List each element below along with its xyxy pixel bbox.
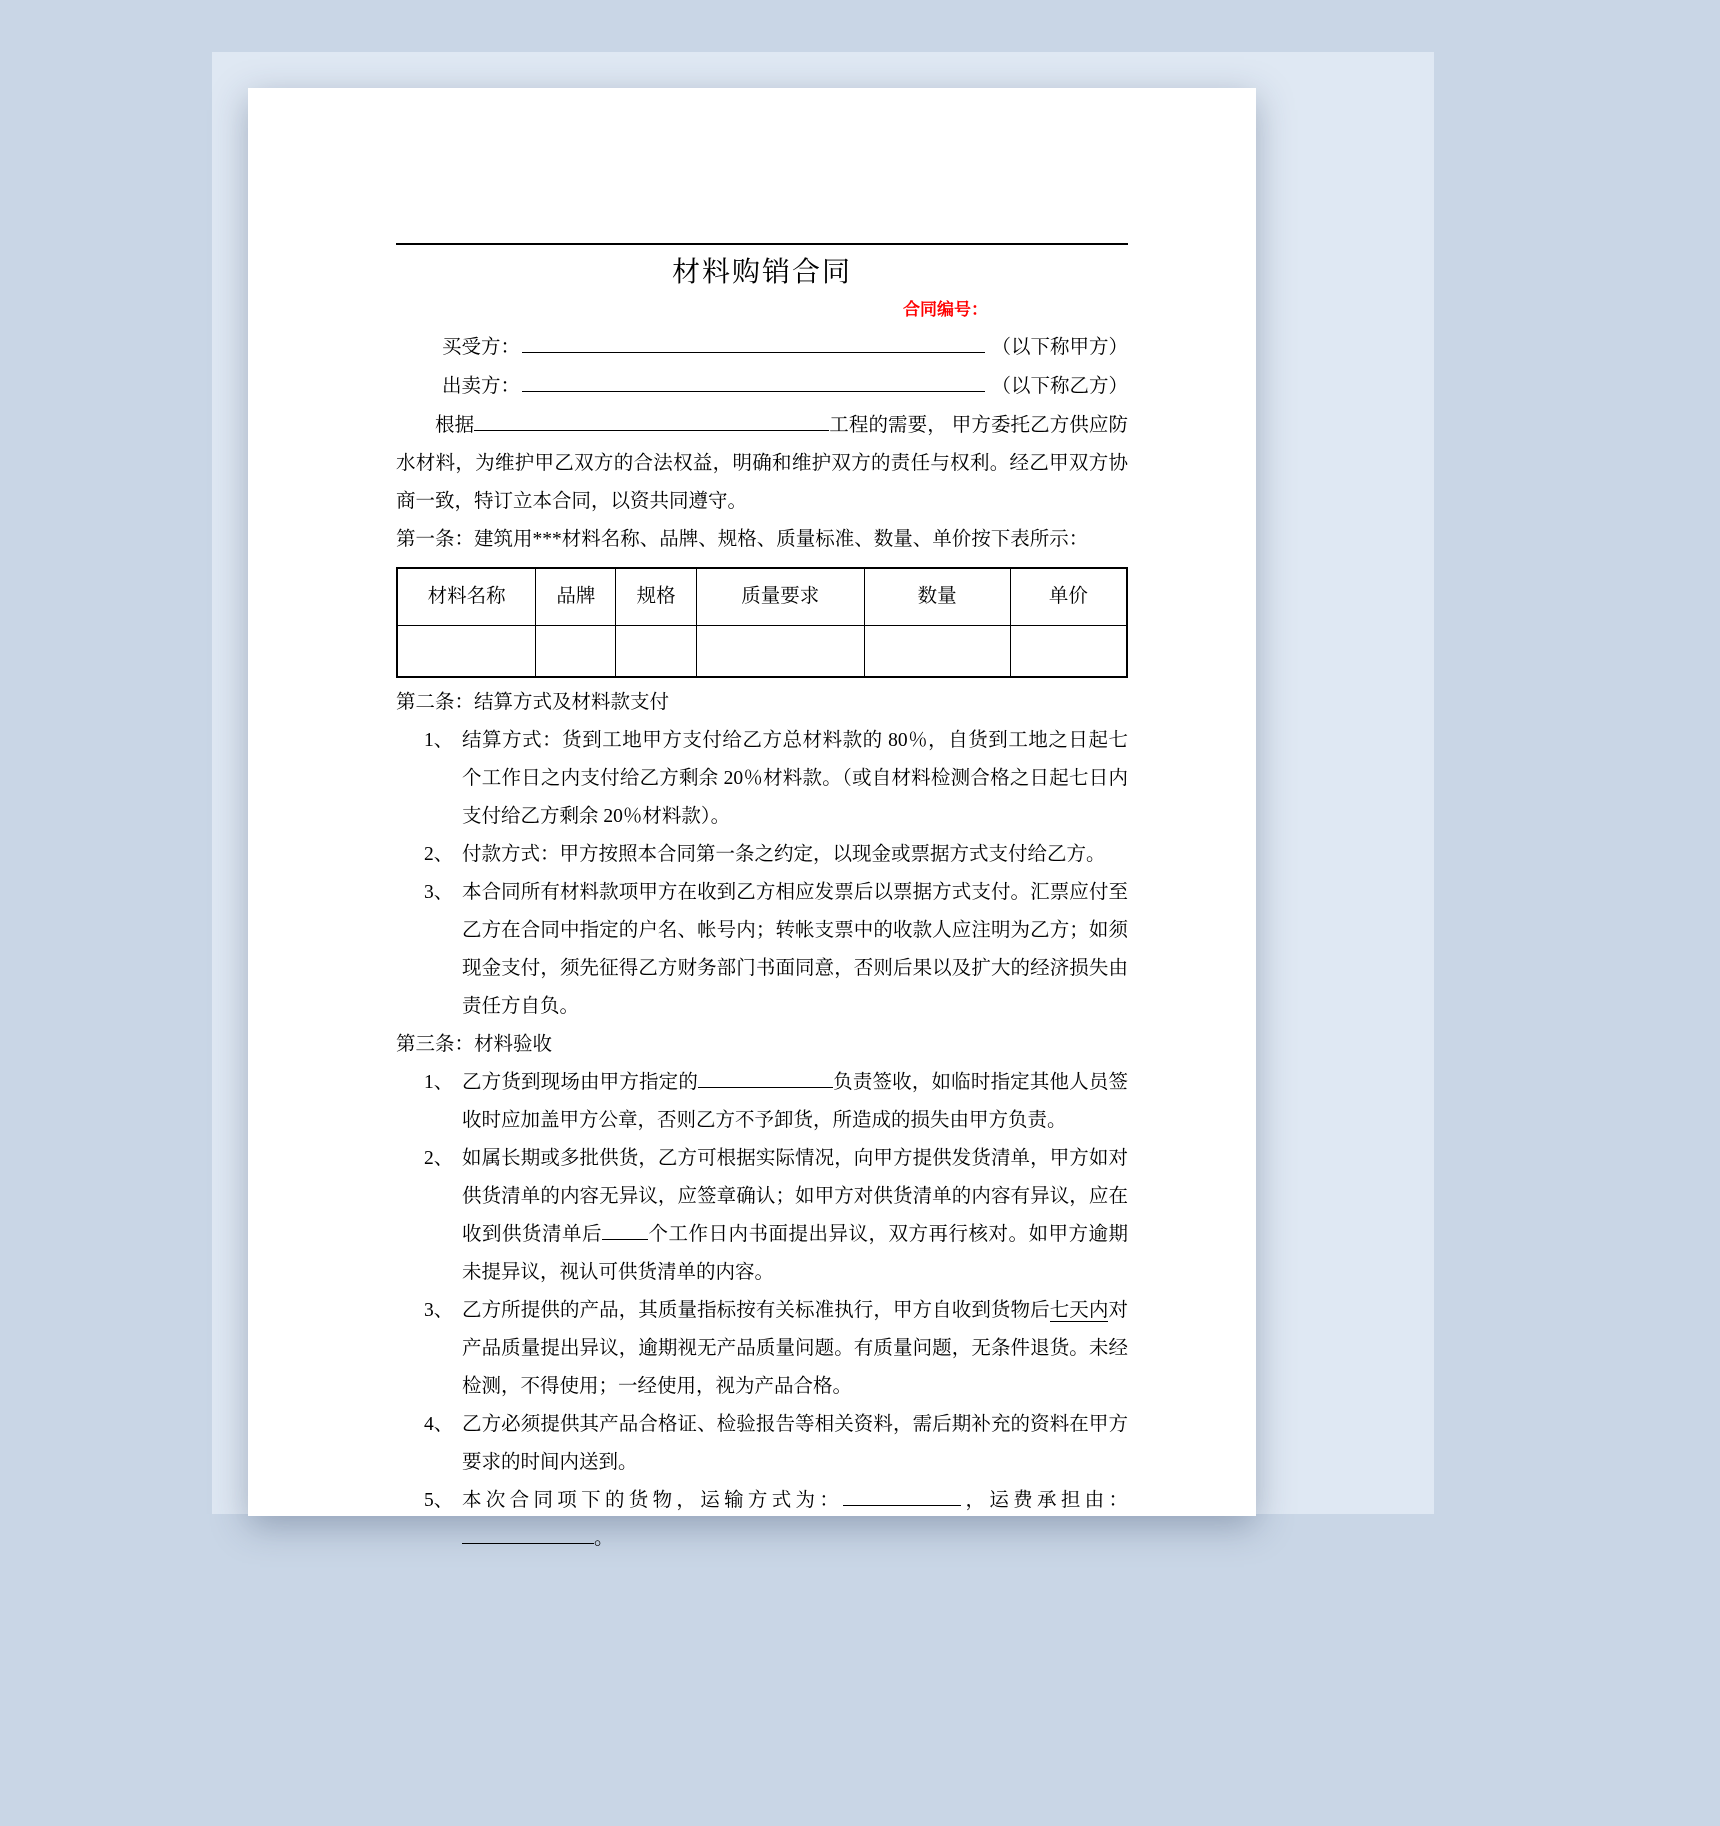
list-item-number: 1、 — [424, 1072, 454, 1093]
list-item — [396, 1292, 1128, 1406]
list-item-text-part: 乙方必须提供其产品合格证、检验报告等相关资料，需后期补充的资料在甲方要求的时间内送到。 — [462, 1414, 1128, 1473]
party-row-seller — [396, 368, 1128, 405]
transport-method-field[interactable] — [843, 1485, 961, 1506]
table-cell-material-name[interactable] — [397, 626, 536, 678]
party-label-buyer: 买受方： — [442, 337, 521, 358]
seller-name-field[interactable] — [522, 369, 985, 392]
document-content — [396, 243, 1128, 1558]
list-item-text-part: 。 — [594, 1528, 614, 1549]
preamble-rest: 工程的需要， 甲方委托乙方供应防水材料，为维护甲乙双方的合法权益，明确和维护双方的责任与权利。经乙甲双方协商一致，特订立本合同，以资共同遵守。 — [396, 415, 1128, 512]
list-item-number: 5、 — [424, 1490, 454, 1511]
list-item-number: 2、 — [424, 1148, 454, 1169]
list-item-number: 1、 — [424, 730, 454, 751]
list-item-text-part: 本次合同项下的货物，运输方式为： — [462, 1490, 844, 1511]
table-col-header-spec: 规格 — [616, 568, 696, 626]
list-item-text-part: 负责签收，如临时指定其他人员签收时应加盖甲方公章，否则乙方不予卸货，所造成的损失由甲方负责。 — [462, 1072, 1128, 1131]
table-col-header-unit-price: 单价 — [1010, 568, 1127, 626]
list-item — [396, 1482, 1128, 1558]
preamble-lead: 根据 — [435, 415, 475, 436]
clause-2-heading: 第二条：结算方式及材料款支付 — [396, 692, 670, 713]
clause-3-heading: 第三条：材料验收 — [396, 1034, 553, 1055]
objection-days-field[interactable] — [602, 1219, 648, 1240]
party-suffix-buyer: （以下称甲方） — [991, 337, 1128, 358]
document-page — [248, 88, 1256, 1549]
list-item — [396, 1064, 1128, 1140]
party-row-buyer — [396, 329, 1128, 366]
list-item — [396, 1140, 1128, 1292]
preamble-paragraph — [396, 407, 1128, 521]
table-col-header-material-name: 材料名称 — [397, 568, 536, 626]
party-suffix-seller: （以下称乙方） — [991, 376, 1128, 397]
list-item-text: 本合同所有材料款项甲方在收到乙方相应发票后以票据方式支付。汇票应付至乙方在合同中指定的户名、帐号内；转帐支票中的收款人应注明为乙方；如须现金支付，须先征得乙方财务部门书面同意，否则后果以及扩大的经济损失由责任方自负。 — [462, 882, 1128, 1017]
table-cell-unit-price[interactable] — [1010, 626, 1127, 678]
table-col-header-quality: 质量要求 — [696, 568, 864, 626]
list-item — [396, 1406, 1128, 1482]
quality-objection-period: 七天内 — [1049, 1300, 1109, 1321]
table-header-row — [397, 568, 1127, 626]
list-item-text-part: 如属长期或多批供货，乙方可根据实际情况，向甲方提供发货清单，甲方如对供货清单的内容无异议，应签章确认；如甲方对供货清单的内容有异议，应在收到供货清单后 — [462, 1148, 1128, 1245]
list-item-text-part: 个工作日内书面提出异议，双方再行核对。如甲方逾期未提异议，视认可供货清单的内容。 — [462, 1224, 1128, 1283]
table-row — [397, 626, 1127, 678]
table-col-header-quantity: 数量 — [864, 568, 1010, 626]
table-cell-spec[interactable] — [616, 626, 696, 678]
buyer-name-field[interactable] — [522, 330, 985, 353]
title-top-rule — [396, 243, 1128, 245]
list-item — [396, 874, 1128, 1026]
project-name-field[interactable] — [474, 410, 829, 431]
contract-number-label: 合同编号： — [903, 300, 988, 319]
designated-signer-field[interactable] — [698, 1067, 833, 1088]
list-item-number: 4、 — [424, 1414, 454, 1435]
material-table — [396, 567, 1128, 678]
list-item-text: 结算方式：货到工地甲方支付给乙方总材料款的 80％，自货到工地之日起七个工作日之内支付给乙方剩余 20％材料款。（或自材料检测合格之日起七日内支付给乙方剩余 20％材料款）。 — [462, 730, 1128, 827]
list-item-number: 2、 — [424, 844, 454, 865]
list-item — [396, 836, 1128, 874]
list-item-text-part: ，运费承担由： — [961, 1490, 1128, 1511]
list-item-text-part: 乙方货到现场由甲方指定的 — [462, 1072, 698, 1093]
page-title: 材料购销合同 — [671, 257, 852, 288]
table-col-header-brand: 品牌 — [536, 568, 616, 626]
table-cell-quality[interactable] — [696, 626, 864, 678]
clause-3-item-list — [396, 1064, 1128, 1558]
list-item-number: 3、 — [424, 1300, 454, 1321]
table-cell-quantity[interactable] — [864, 626, 1010, 678]
party-label-seller: 出卖方： — [442, 376, 521, 397]
list-item-text-part: 对产品质量提出异议，逾期视无产品质量问题。有质量问题，无条件退货。未经检测，不得使用；一经使用，视为产品合格。 — [462, 1300, 1128, 1397]
clause-2-item-list — [396, 722, 1128, 1026]
list-item-number: 3、 — [424, 882, 454, 903]
table-cell-brand[interactable] — [536, 626, 616, 678]
freight-bearer-field[interactable] — [462, 1523, 594, 1544]
list-item — [396, 722, 1128, 836]
list-item-text: 付款方式：甲方按照本合同第一条之约定，以现金或票据方式支付给乙方。 — [462, 844, 1106, 865]
list-item-text-part: 乙方所提供的产品，其质量指标按有关标准执行，甲方自收到货物后 — [462, 1300, 1050, 1321]
clause-1-heading: 第一条：建筑用***材料名称、品牌、规格、质量标准、数量、单价按下表所示： — [396, 529, 1089, 550]
